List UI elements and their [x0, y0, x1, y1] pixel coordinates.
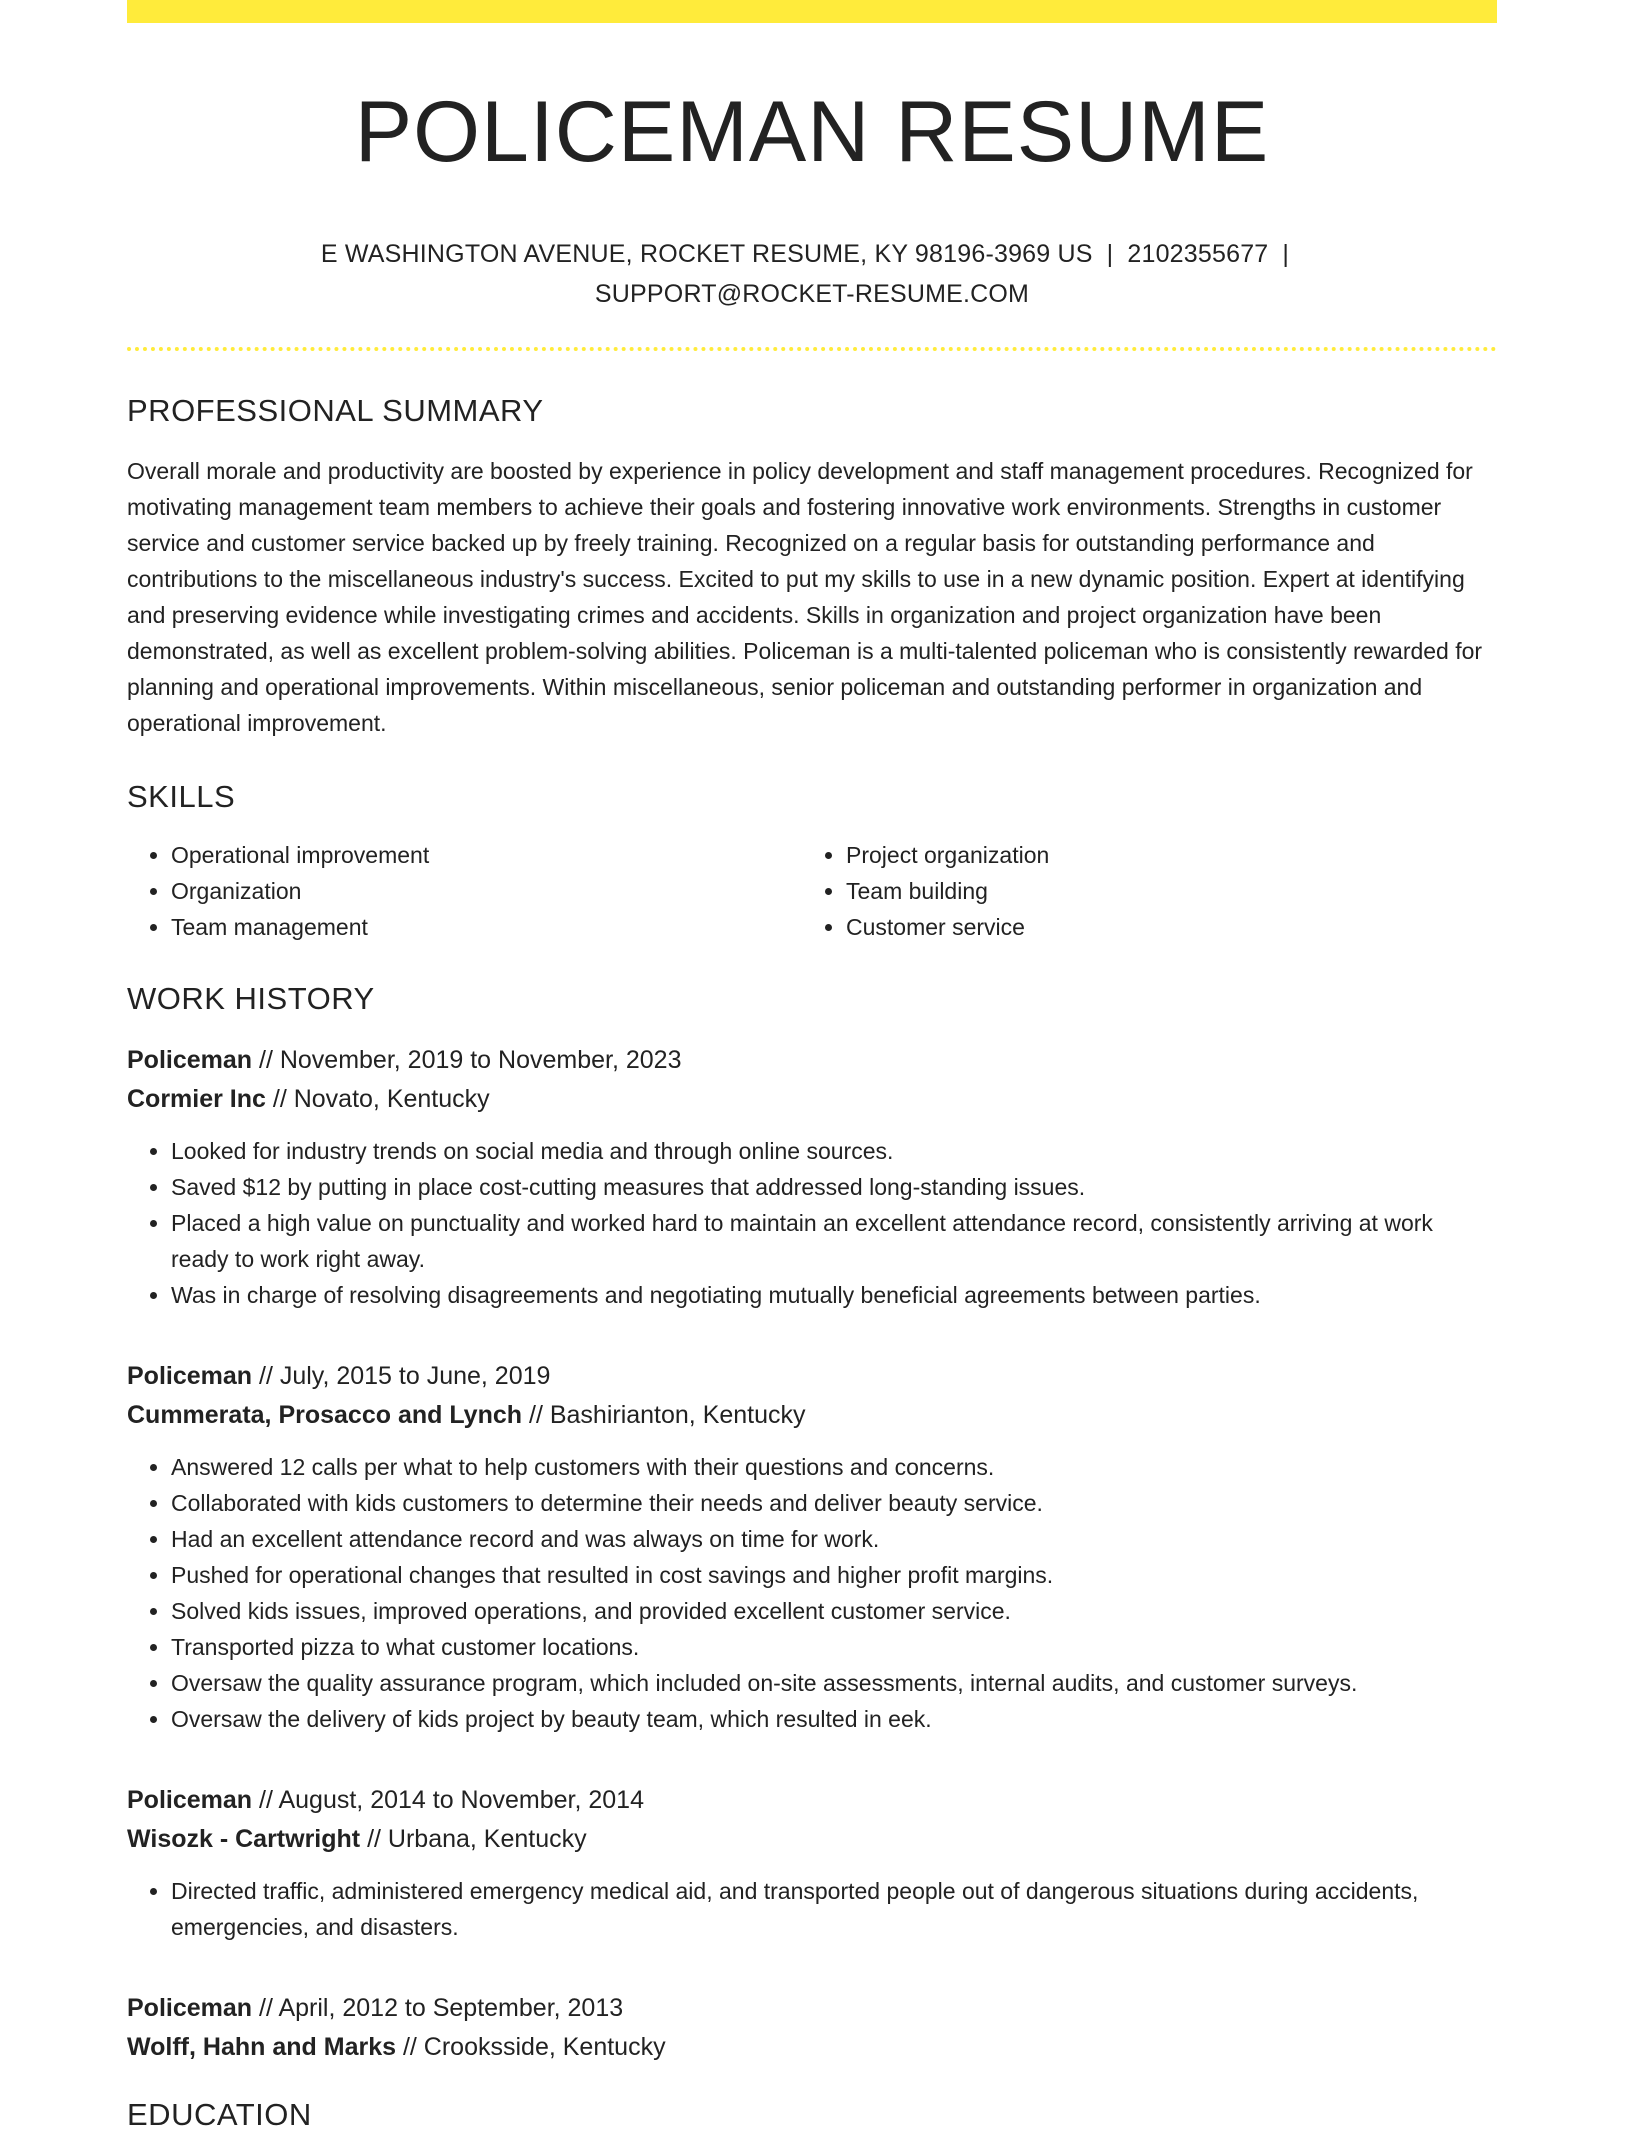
job-bullets: [127, 1873, 1497, 1945]
job-bullets: [127, 1449, 1497, 1737]
job-bullet: • Looked for industry trends on social media and through online sources.: [171, 1133, 1497, 1169]
job-company: Wisozk - Cartwright: [127, 1825, 361, 1854]
job-bullet: • Had an excellent attendance record and was always on time for work.: [171, 1521, 1497, 1557]
skills-heading: SKILLS: [127, 779, 236, 815]
skill-item: • Team building: [846, 873, 1477, 909]
job-role: Policeman: [127, 1362, 253, 1391]
job-title-line: [127, 1781, 1497, 1820]
job-entry: [127, 1781, 1497, 1945]
job-bullet: • Solved kids issues, improved operations, and provided excellent customer service.: [171, 1593, 1497, 1629]
job-company: Wolff, Hahn and Marks: [127, 2033, 397, 2062]
address: E WASHINGTON AVENUE, ROCKET RESUME, KY 98196-3969 US: [320, 240, 1093, 269]
job-bullet: • Was in charge of resolving disagreements and negotiating mutually beneficial agreements between parties.: [171, 1277, 1497, 1313]
job-bullet: • Oversaw the delivery of kids project by beauty team, which resulted in eek.: [171, 1701, 1497, 1737]
job-bullet: • Transported pizza to what customer locations.: [171, 1629, 1497, 1665]
job-dates: // November, 2019 to November, 2023: [252, 1046, 682, 1075]
job-location: // Novato, Kentucky: [265, 1085, 490, 1114]
job-location: // Crooksside, Kentucky: [396, 2033, 666, 2062]
job-company-line: [127, 1820, 1497, 1859]
job-dates: // August, 2014 to November, 2014: [252, 1786, 644, 1815]
phone: 2102355677: [1127, 240, 1269, 269]
job-company-line: [127, 1396, 1497, 1435]
skill-item: • Customer service: [846, 909, 1477, 945]
job-title-line: [127, 1357, 1497, 1396]
job-dates: // April, 2012 to September, 2013: [252, 1994, 624, 2023]
skill-item: • Operational improvement: [171, 837, 802, 873]
job-bullet: • Collaborated with kids customers to determine their needs and deliver beauty service.: [171, 1485, 1497, 1521]
job-entry: [127, 1041, 1497, 1313]
job-entry: [127, 1357, 1497, 1737]
job-company-line: [127, 1080, 1497, 1119]
job-company: Cormier Inc: [127, 1085, 266, 1114]
job-role: Policeman: [127, 1994, 253, 2023]
skill-item: • Team management: [171, 909, 802, 945]
job-location: // Bashirianton, Kentucky: [522, 1401, 806, 1430]
job-dates: // July, 2015 to June, 2019: [252, 1362, 551, 1391]
skill-item: • Project organization: [846, 837, 1477, 873]
resume-page: [127, 0, 1497, 2133]
job-title-line: [127, 1989, 1497, 2028]
contact-info: [312, 234, 1312, 314]
job-company: Cummerata, Prosacco and Lynch: [127, 1401, 523, 1430]
job-bullet: • Oversaw the quality assurance program, which included on-site assessments, internal audits, and customer surveys.: [171, 1665, 1497, 1701]
job-bullet: • Answered 12 calls per what to help customers with their questions and concerns.: [171, 1449, 1497, 1485]
resume-title: POLICEMAN RESUME: [354, 84, 1270, 180]
skills-column-right: [802, 837, 1477, 945]
summary-heading: PROFESSIONAL SUMMARY: [127, 393, 544, 429]
education-heading: EDUCATION: [127, 2097, 312, 2133]
dotted-divider: [127, 347, 1497, 351]
job-location: // Urbana, Kentucky: [360, 1825, 587, 1854]
separator: |: [1106, 240, 1114, 269]
email: SUPPORT@ROCKET-RESUME.COM: [594, 280, 1030, 309]
job-entry: [127, 1989, 1497, 2067]
summary-text: Overall morale and productivity are boosted by experience in policy development and staff management procedures. Recognized for motivating management team members to achieve their goals and fostering innovative work environments. Strengths in customer service and customer service backed up by freely training. Recognized on a regular basis for outstanding performance and contributions to the miscellaneous industry's success. Excited to put my skills to use in a new dynamic position. Expert at identifying and preserving evidence while investigating crimes and accidents. Skills in organization and project organization have been demonstrated, as well as excellent problem-solving abilities. Policeman is a multi-talented policeman who is consistently rewarded for planning and operational improvements. Within miscellaneous, senior policeman and outstanding performer in organization and operational improvement.: [127, 458, 1483, 737]
job-company-line: [127, 2028, 1497, 2067]
skill-item: • Organization: [171, 873, 802, 909]
job-bullets: [127, 1133, 1497, 1313]
job-role: Policeman: [127, 1046, 253, 1075]
job-bullet: • Placed a high value on punctuality and worked hard to maintain an excellent attendance record, consistently arriving at work ready to work right away.: [171, 1205, 1497, 1277]
accent-bar: [127, 0, 1497, 23]
work-history-heading: WORK HISTORY: [127, 981, 375, 1017]
job-title-line: [127, 1041, 1497, 1080]
job-role: Policeman: [127, 1786, 253, 1815]
job-bullet: • Directed traffic, administered emergency medical aid, and transported people out of dangerous situations during accidents, emergencies, and disasters.: [171, 1873, 1497, 1945]
skills-column-left: [127, 837, 802, 945]
job-bullet: • Pushed for operational changes that resulted in cost savings and higher profit margins.: [171, 1557, 1497, 1593]
job-bullet: • Saved $12 by putting in place cost-cutting measures that addressed long-standing issues.: [171, 1169, 1497, 1205]
skills-list: [127, 837, 1497, 945]
separator: |: [1282, 240, 1290, 269]
